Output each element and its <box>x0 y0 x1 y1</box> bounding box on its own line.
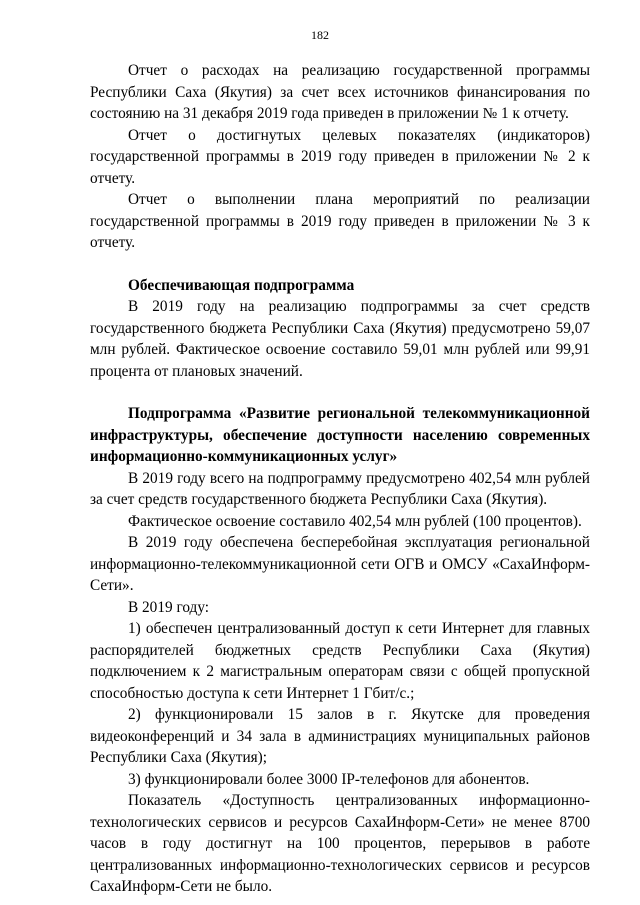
heading-telecom-subprogram: Подпрограмма «Развитие региональной телекоммуникационной инфраструктуры, обеспечение доступности населению современных информационно-коммуникационных услуг» <box>90 405 590 465</box>
paragraph-telecom-funding: В 2019 году всего на подпрограмму предусмотрено 402,54 млн рублей за счет средств государственного бюджета Республики Саха (Якутия). <box>90 469 590 508</box>
list-item-ip-phones: 3) функционировали более 3000 IP-телефонов для абонентов. <box>128 770 530 788</box>
paragraph-expenses-report: Отчет о расходах на реализацию государственной программы Республики Саха (Якутия) за счет всех источников финансирования по состоянию на 31 декабря 2019 года приведен в приложении № 1 к отчету. <box>90 62 590 122</box>
paragraph-support-funding: В 2019 году на реализацию подпрограммы за счет средств государственного бюджета Республики Саха (Якутия) предусмотрено 59,07 млн рублей. Фактическое освоение составило 59,01 млн рублей или 99,91 процента от плановых значений. <box>90 298 590 380</box>
paragraph-telecom-year-intro: В 2019 году: <box>128 598 210 616</box>
spacer <box>90 254 590 275</box>
paragraph-telecom-operation: В 2019 году обеспечена бесперебойная эксплуатация региональной информационно-телекоммуникационной сети ОГВ и ОМСУ «СахаИнформ-Сети». <box>90 534 590 594</box>
paragraph-plan-report: Отчет о выполнении плана мероприятий по реализации государственной программы в 2019 году приведен в приложении № 3 к отчету. <box>90 191 590 251</box>
spacer <box>90 382 590 403</box>
page-number: 182 <box>311 28 329 42</box>
document-body <box>90 60 590 898</box>
paragraph-indicators-report: Отчет о достигнутых целевых показателях (индикаторов) государственной программы в 2019 году приведен в приложении № 2 к отчету. <box>90 126 590 187</box>
list-item-internet-access: 1) обеспечен централизованный доступ к сети Интернет для главных распорядителей бюджетных средств Республики Саха (Якутия) подключением к 2 магистральным операторам связи с общей пропускной способностью доступа к сети Интернет 1 Гбит/с.; <box>90 620 590 702</box>
list-item-video-conference: 2) функционировали 15 залов в г. Якутске для проведения видеоконференций и 34 зала в администрациях муниципальных районов Республики Саха (Якутия); <box>90 706 590 766</box>
heading-support-subprogram: Обеспечивающая подпрограмма <box>128 276 355 294</box>
paragraph-availability-indicator: Показатель «Доступность централизованных информационно-технологических сервисов и ресурсов СахаИнформ-Сети» не менее 8700 часов в году достигнут на 100 процентов, перерывов в работе централизованных информационно-технологических сервисов и ресурсов СахаИнформ-Сети не было. <box>90 792 590 895</box>
paragraph-telecom-actual: Фактическое освоение составило 402,54 млн рублей (100 процентов). <box>128 512 582 530</box>
